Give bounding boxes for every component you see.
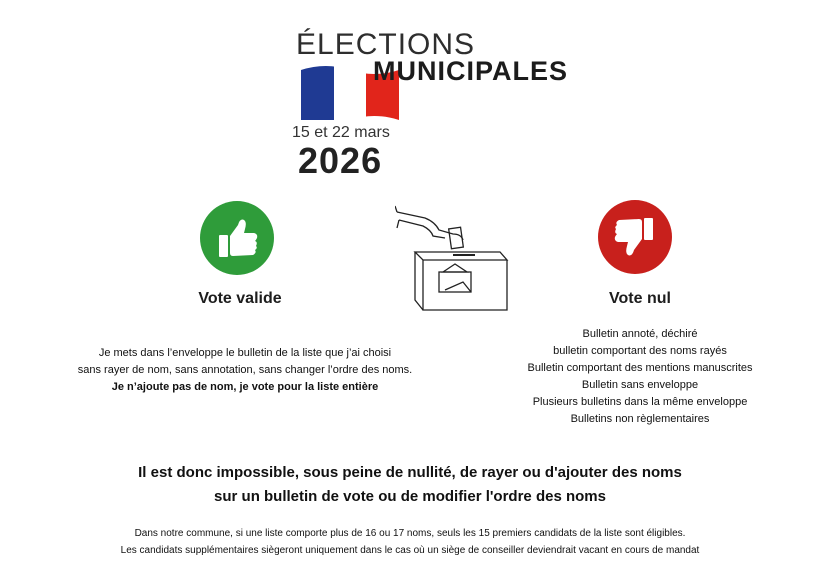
vote-valide-title: Vote valide — [198, 290, 282, 307]
warning-line-1: Il est donc impossible, sous peine de nullité, de rayer ou d'ajouter des noms — [138, 464, 682, 481]
vote-nul-title: Vote nul — [609, 290, 671, 307]
municipales-heading: MUNICIPALES — [373, 56, 569, 86]
nul-item: Bulletin comportant des mentions manuscrites — [527, 362, 753, 374]
nul-item: Bulletin annoté, déchiré — [582, 328, 698, 340]
footer-line-2: Les candidats supplémentaires siègeront uniquement dans le cas où un siège de conseiller deviendrait vacant en cours de mandat — [120, 545, 700, 556]
ballot-box-icon — [395, 200, 525, 320]
thumbs-up-icon — [200, 201, 274, 275]
vote-valide-description — [20, 345, 470, 396]
nul-item: Bulletins non règlementaires — [570, 413, 710, 425]
nul-item: bulletin comportant des noms rayés — [553, 345, 727, 357]
valid-line-1: Je mets dans l’enveloppe le bulletin de la liste que j’ai choisi — [98, 347, 392, 359]
thumbs-down-icon — [598, 200, 672, 274]
valid-bold-line: Je n’ajoute pas de nom, je vote pour la liste entière — [111, 381, 379, 393]
footer-note — [20, 525, 800, 559]
valid-line-2: sans rayer de nom, sans annotation, sans changer l’ordre des noms. — [77, 364, 413, 376]
vote-nul-list — [500, 326, 780, 428]
main-warning — [60, 461, 760, 509]
election-dates: 15 et 22 mars — [292, 124, 390, 141]
nul-item: Plusieurs bulletins dans la même enveloppe — [532, 396, 748, 408]
footer-line-1: Dans notre commune, si une liste comporte plus de 16 ou 17 noms, seuls les 15 premiers candidats de la liste sont éligibles. — [134, 528, 686, 539]
election-year: 2026 — [298, 140, 383, 181]
warning-line-2: sur un bulletin de vote ou de modifier l'ordre des noms — [214, 488, 606, 505]
nul-item: Bulletin sans enveloppe — [581, 379, 699, 391]
elections-heading: ÉLECTIONS — [296, 28, 476, 61]
